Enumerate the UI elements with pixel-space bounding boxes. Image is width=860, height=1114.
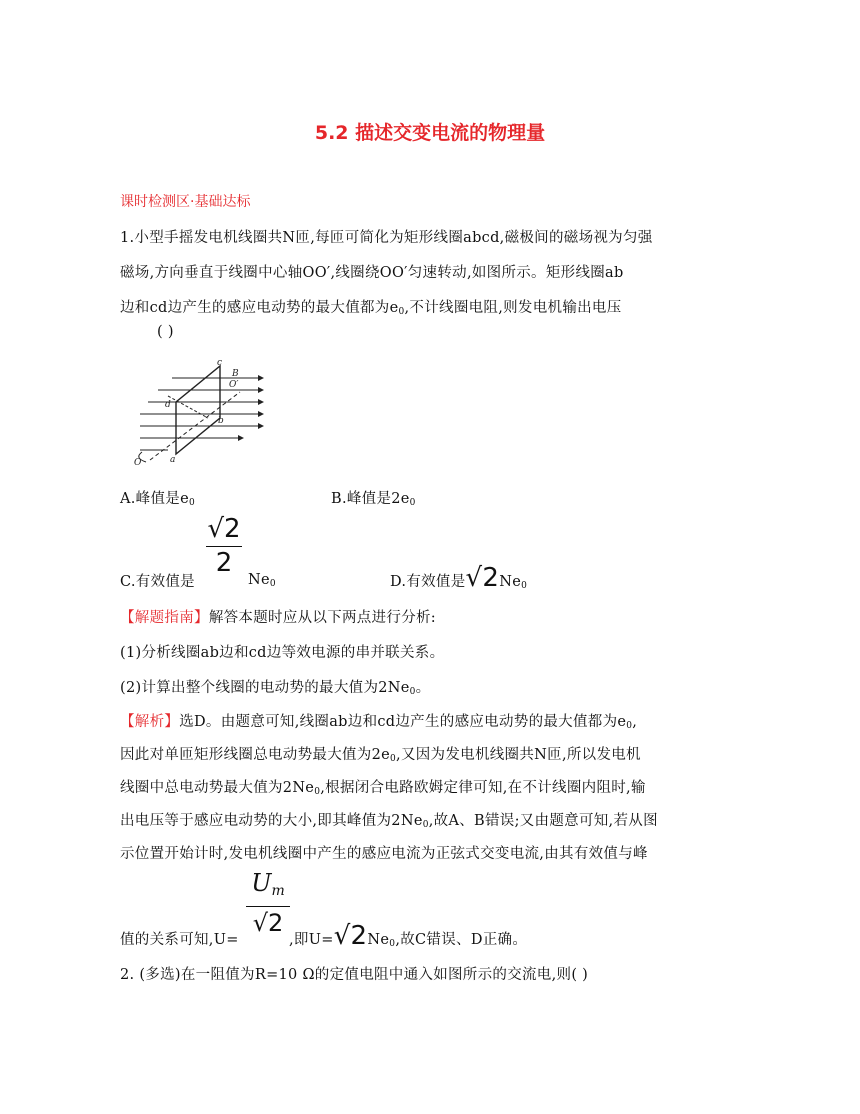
label-b: b	[218, 416, 224, 426]
analysis-line5: 示位置开始计时,发电机线圈中产生的感应电流为正弦式交变电流,由其有效值与峰	[120, 846, 648, 862]
q1-line2: 磁场,方向垂直于线圈中心轴OO′,线圈绕OO′匀速转动,如图所示。矩形线圈ab	[120, 265, 624, 281]
q1-line3: 边和cd边产生的感应电动势的最大值都为$e_0$,不计线圈电阻,则发电机输出电压	[120, 300, 622, 317]
generator-coil-figure	[128, 356, 278, 468]
label-O-prime: O′	[229, 380, 239, 390]
label-d: d	[165, 400, 171, 410]
inline-sqrt: √2	[333, 921, 368, 951]
coil-inner-edge	[168, 396, 208, 418]
option-c-fraction	[206, 512, 242, 579]
page-title: 5.2 描述交变电流的物理量	[314, 122, 546, 144]
hint-tag: 【解题指南】	[120, 610, 209, 626]
analysis-tag: 【解析】	[120, 714, 180, 730]
hint-line: 【解题指南】解答本题时应从以下两点进行分析:	[120, 610, 436, 626]
q1-option-c[interactable]: C.有效值是	[120, 574, 195, 590]
q1-line1: 1.小型手摇发电机线圈共N匝,每匝可简化为矩形线圈abcd,磁极间的磁场视为匀强	[120, 230, 653, 246]
fraction-denominator: 2	[215, 548, 233, 578]
hint-item-1: (1)分析线圈ab边和cd边等效电源的串并联关系。	[120, 645, 445, 661]
hint-item-2: (2)计算出整个线圈的电动势的最大值为$2Ne_0$。	[120, 680, 431, 697]
label-c: c	[217, 358, 223, 368]
option-d-sqrt: √2	[465, 563, 500, 593]
q1-answer-blank: ( )	[157, 324, 174, 340]
um-over-sqrt2-fraction	[246, 868, 290, 939]
q1-option-d[interactable]: D.有效值是$√2Ne_0$	[390, 563, 528, 593]
analysis-line1: 【解析】选D。由题意可知,线圈ab边和cd边产生的感应电动势的最大值都为$e_0$,	[120, 714, 638, 731]
section-heading: 课时检测区·基础达标	[120, 194, 251, 210]
fraction-numerator: √2	[207, 514, 241, 544]
label-O: O	[134, 458, 142, 468]
fraction-numerator: $U_m$	[251, 869, 285, 899]
analysis-line4: 出电压等于感应电动势的大小,即其峰值为$2Ne_0$,故A、B错误;又由题意可知,若从图	[120, 813, 658, 830]
analysis-line6-pre: 值的关系可知,U=	[120, 932, 239, 948]
fraction-denominator: √2	[252, 909, 284, 937]
q2-line: 2. (多选)在一阻值为R=10 Ω的定值电阻中通入如图所示的交流电,则( )	[120, 967, 589, 983]
label-B: B	[232, 369, 239, 379]
analysis-line6-post: ,即$U=√2Ne_0$,故C错误、D正确。	[289, 921, 528, 951]
analysis-line2: 因此对单匝矩形线圈总电动势最大值为$2e_0$,又因为发电机线圈共N匝,所以发电机	[120, 747, 641, 764]
coil-abcd	[176, 366, 220, 454]
analysis-line3: 线圈中总电动势最大值为$2Ne_0$,根据闭合电路欧姆定律可知,在不计线圈内阻时,输	[120, 780, 646, 797]
option-c-tail: $Ne_0$	[248, 572, 276, 589]
q1-option-b[interactable]: B.峰值是$2e_0$	[331, 491, 416, 508]
label-a: a	[170, 455, 176, 465]
q1-option-a[interactable]: A.峰值是$e_0$	[120, 491, 195, 508]
